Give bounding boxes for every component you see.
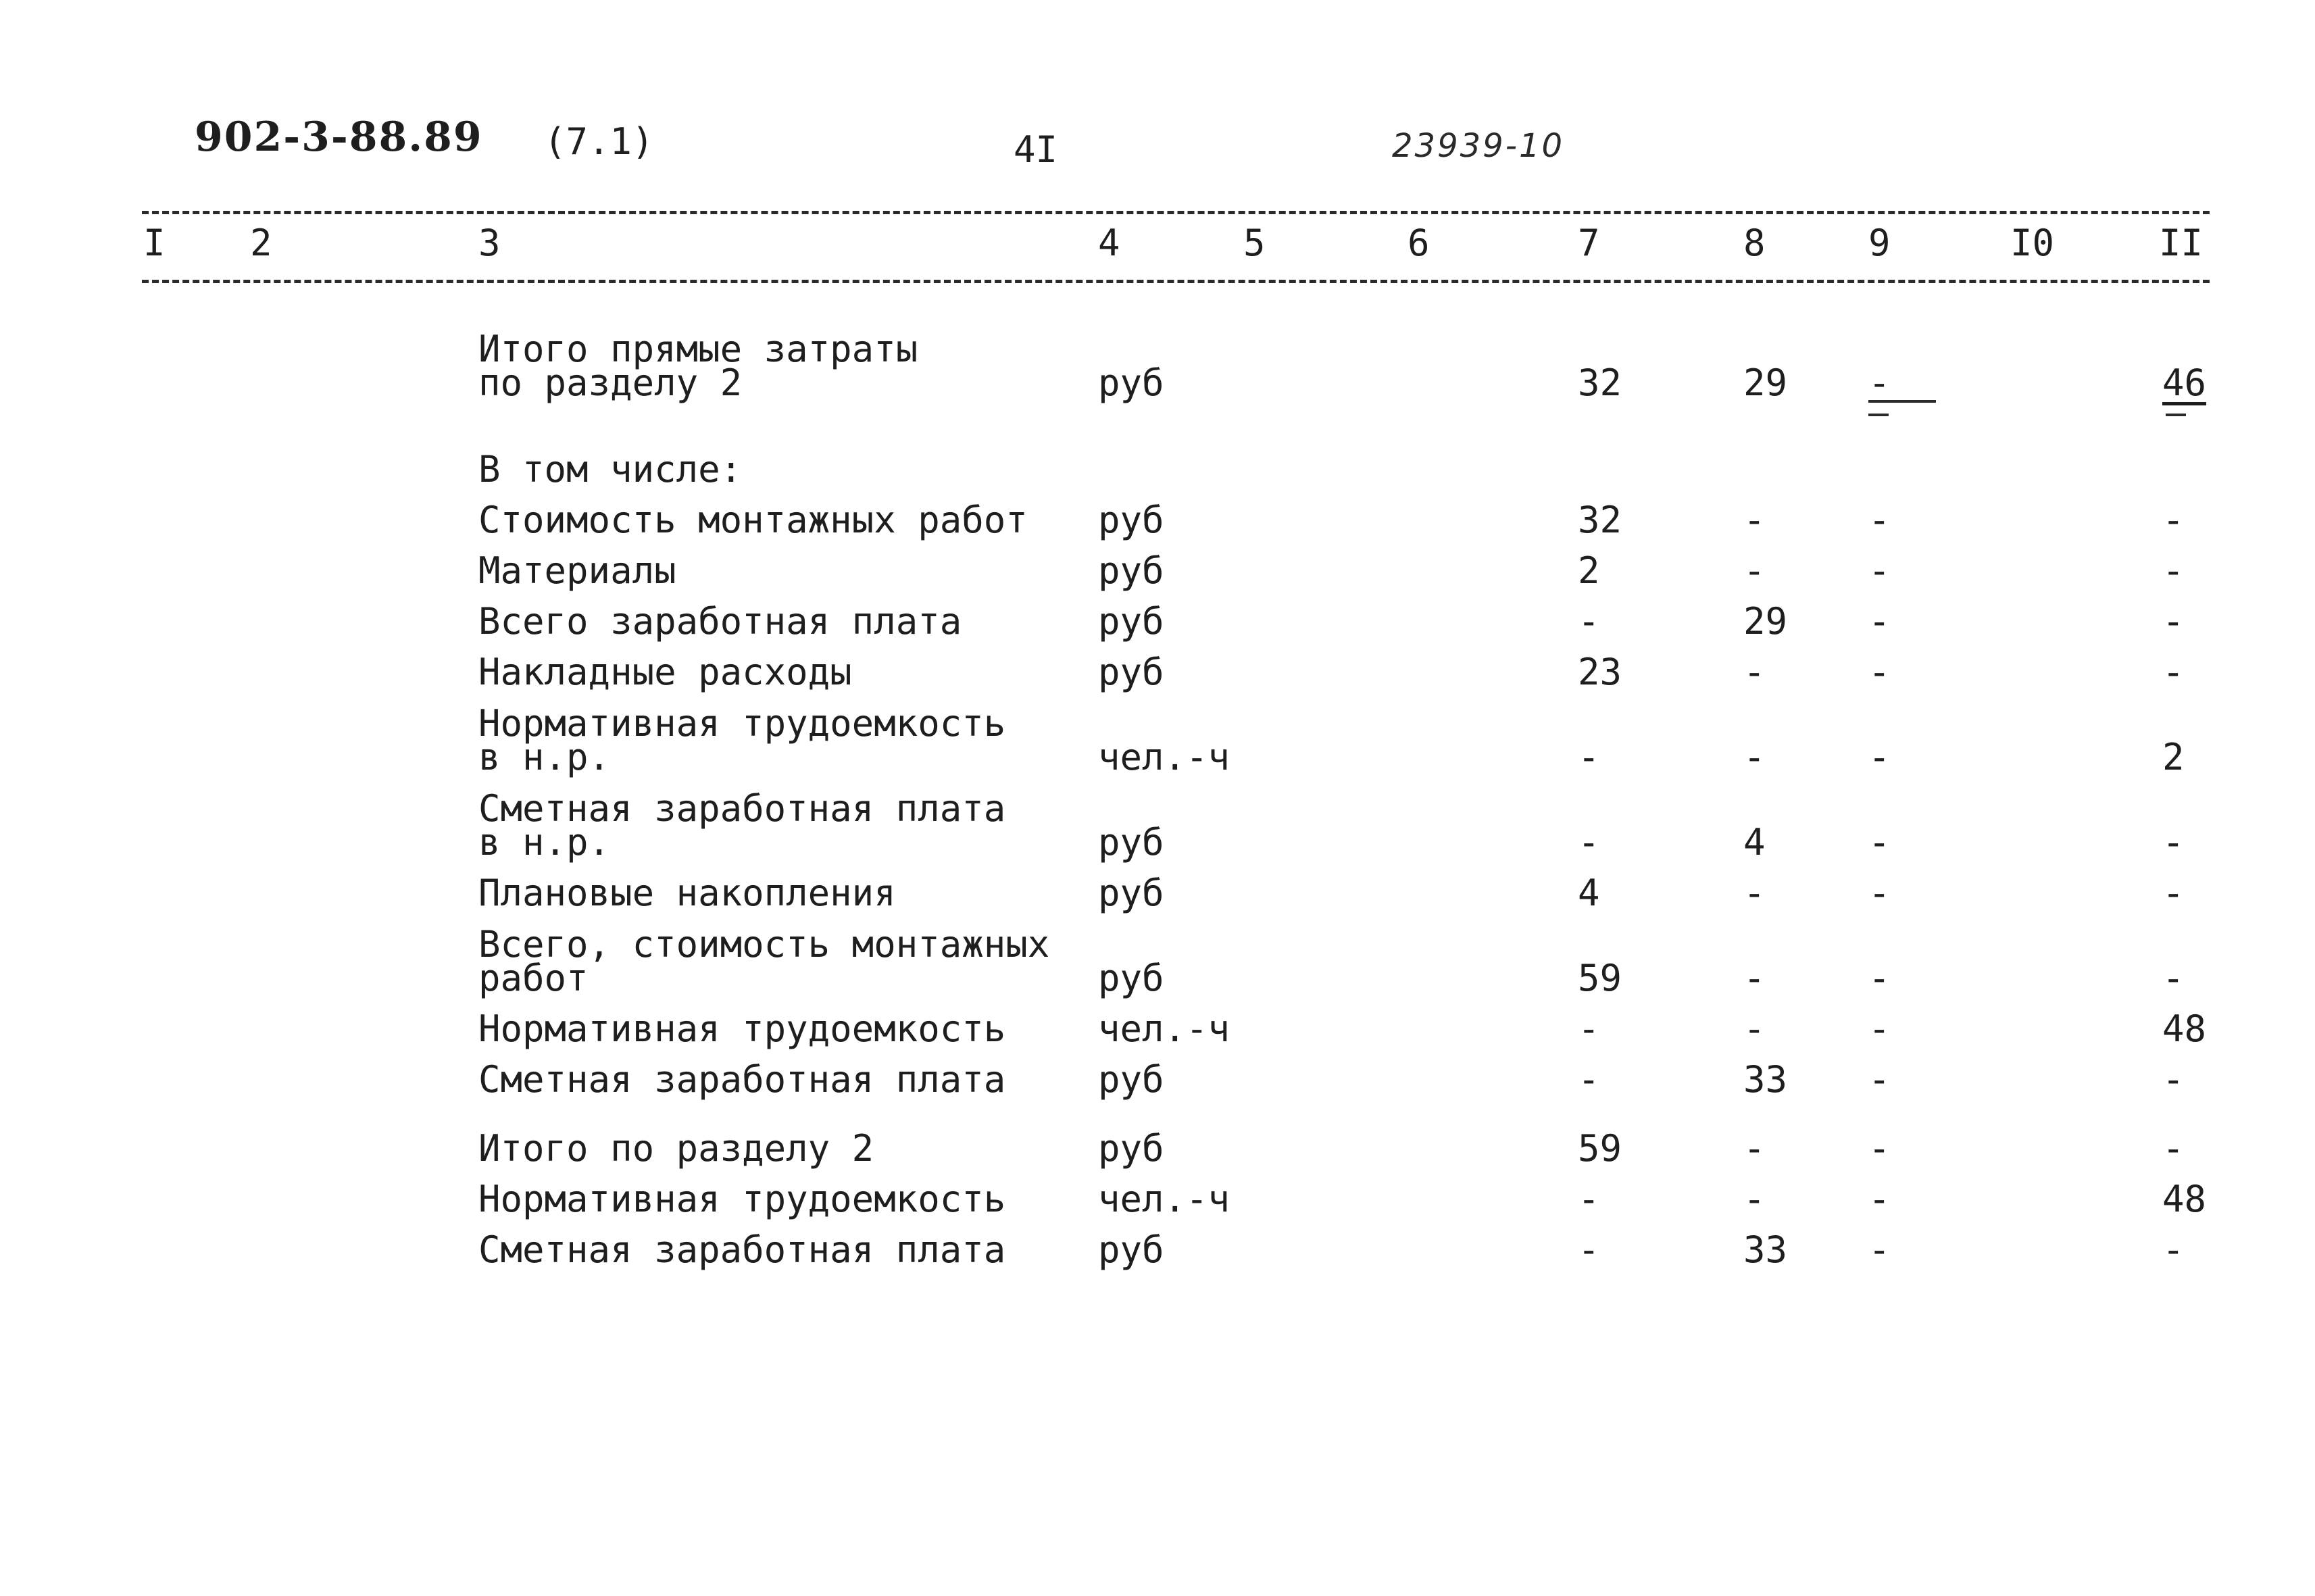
row-col9: - [1868,1228,1891,1271]
row-label: Всего заработная плата [478,600,962,643]
row-label: Сметная заработная плата [478,1228,1006,1271]
column-number-7: 7 [1578,222,1600,264]
column-number-8: 8 [1743,222,1766,264]
column-number-6: 6 [1408,222,1430,264]
row-unit: руб [1098,872,1164,914]
row-unit: руб [1098,361,1164,404]
row-col7: 59 [1578,957,1622,999]
column-number-4: 4 [1098,222,1120,264]
header-top-rule [142,211,2210,214]
col9-double-underline [1868,414,1889,416]
row-label: Нормативная трудоемкость [478,1178,1006,1220]
row-col8: - [1743,872,1766,914]
row-col11: - [2162,1228,2185,1271]
row-col11: - [2162,651,2185,693]
row-label-cont: по разделу 2 [478,361,743,404]
row-col11: - [2162,600,2185,643]
row-label-cont: в н.р. [478,821,611,864]
row-col8: 29 [1743,361,1788,404]
sheet-reference: (7.1) [544,120,654,163]
row-col7: - [1578,736,1600,778]
row-label-cont: работ [478,957,589,999]
row-col9: - [1868,600,1891,643]
column-number-9: 9 [1868,222,1891,264]
row-unit: руб [1098,1228,1164,1271]
document-code: 902-3-88.89 [195,114,483,161]
row-label: Нормативная трудоемкость [478,702,1006,745]
row-col9: - [1868,957,1891,999]
row-col11: - [2162,872,2185,914]
col9-underline [1868,400,1936,403]
row-col9: - [1868,1178,1891,1220]
column-number-5: 5 [1243,222,1266,264]
row-col9: - [1868,361,1891,404]
row-unit: чел.-ч [1098,1178,1230,1220]
row-col11: - [2162,499,2185,541]
row-col8: - [1743,1127,1766,1170]
row-label-cont: в н.р. [478,736,611,778]
row-label: Нормативная трудоемкость [478,1007,1006,1050]
row-col7: 32 [1578,361,1622,404]
row-col8: - [1743,1178,1766,1220]
archive-number: 23939-10 [1392,127,1565,165]
row-col7: 2 [1578,549,1600,592]
row-label: Накладные расходы [478,651,852,693]
row-col11: - [2162,1127,2185,1170]
row-col7: - [1578,1058,1600,1101]
column-number-1: I [143,222,166,264]
row-unit: чел.-ч [1098,736,1230,778]
row-label: Материалы [478,549,676,592]
row-col9: - [1868,651,1891,693]
row-unit: руб [1098,549,1164,592]
row-col11: - [2162,821,2185,864]
row-col8: - [1743,957,1766,999]
row-col7: - [1578,1007,1600,1050]
header-bottom-rule [142,280,2210,283]
row-unit: руб [1098,651,1164,693]
row-col9: - [1868,821,1891,864]
row-unit: руб [1098,1058,1164,1101]
row-unit: руб [1098,821,1164,864]
row-label: Сметная заработная плата [478,1058,1006,1101]
row-col11: 2 [2162,736,2185,778]
column-number-2: 2 [250,222,272,264]
row-col11: - [2162,957,2185,999]
row-col7: 23 [1578,651,1622,693]
row-col7: - [1578,821,1600,864]
row-col11: - [2162,549,2185,592]
row-col8: 29 [1743,600,1788,643]
row-col8: - [1743,1007,1766,1050]
row-col11: 48 [2162,1007,2207,1050]
row-label: Плановые накопления [478,872,896,914]
row-col7: 59 [1578,1127,1622,1170]
row-col8: - [1743,549,1766,592]
row-label: Итого прямые затраты [478,328,918,370]
row-col7: - [1578,600,1600,643]
row-col8: 33 [1743,1058,1788,1101]
row-col11: 46 [2162,361,2207,404]
row-unit: руб [1098,957,1164,999]
row-col7: 4 [1578,872,1600,914]
row-col7: - [1578,1228,1600,1271]
row-col8: - [1743,736,1766,778]
row-col8: 33 [1743,1228,1788,1271]
row-col9: - [1868,549,1891,592]
col11-double-underline [2166,414,2186,416]
row-col9: - [1868,1058,1891,1101]
row-col11: 48 [2162,1178,2207,1220]
row-label: Всего, стоимость монтажных [478,923,1050,966]
row-col7: 32 [1578,499,1622,541]
row-label: Сметная заработная плата [478,787,1006,830]
row-unit: руб [1098,600,1164,643]
row-col8: - [1743,499,1766,541]
column-number-10: I0 [2010,222,2055,264]
row-col8: 4 [1743,821,1766,864]
row-col9: - [1868,499,1891,541]
row-col9: - [1868,1007,1891,1050]
row-label: В том числе: [478,448,743,491]
row-unit: руб [1098,1127,1164,1170]
row-label: Стоимость монтажных работ [478,499,1028,541]
row-col11: - [2162,1058,2185,1101]
column-number-3: 3 [478,222,501,264]
row-col9: - [1868,1127,1891,1170]
column-number-11: II [2159,222,2204,264]
row-col7: - [1578,1178,1600,1220]
row-col9: - [1868,736,1891,778]
page-number: 4I [1014,128,1058,171]
row-unit: чел.-ч [1098,1007,1230,1050]
row-label: Итого по разделу 2 [478,1127,874,1170]
row-col9: - [1868,872,1891,914]
row-col8: - [1743,651,1766,693]
row-unit: руб [1098,499,1164,541]
